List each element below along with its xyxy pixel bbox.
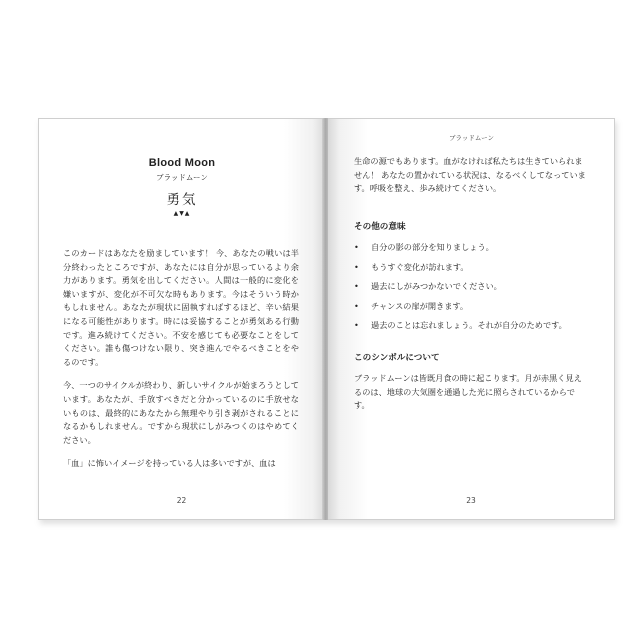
paragraph: このカードはあなたを励ましています！ 今、あなたの戦いは半分終わったところですが、あなたには自分が思っているより余力があります。勇気を出してください。人間は一般的に変化を嫌いますが、変化が不可欠な時もあります。今はそういう時かもしれません。あなたが現状に固執すればするほど、辛い結果になる可能性があります。時には妥協することが勇気ある行動です。進み続けてください。不安を感じても必要なことをしてください。誰も傷つけない限り、突き進んでやるべきことをやるのです。	[63, 248, 299, 367]
left-body-text	[63, 247, 299, 481]
triangle-glyphs-icon: ▲▼▲	[173, 210, 191, 217]
symbol-text	[354, 372, 590, 413]
list-item: • 自分の影の部分を知りましょう。	[354, 241, 590, 261]
title-block	[39, 157, 325, 217]
paragraph: 「血」に怖いイメージを持っている人は多いですが、血は	[63, 458, 276, 469]
paragraph: 今、一つのサイクルが終わり、新しいサイクルが始まろうとしています。あなたが、手放すべきだと分かっているのに手放せないものは、最終的にあなたから無理やり引き剥がされることになるかもしれません。ですから現状にしがみつくのはやめてください。	[63, 380, 299, 445]
card-keyword: 勇気	[166, 192, 198, 208]
paragraph: ブラッドムーンは皆既月食の時に起こります。月が赤黒く見えるのは、地球の大気圏を通過した光に照らされているからです。	[354, 373, 582, 411]
continuation-text	[354, 155, 590, 196]
paragraph: 生命の源でもあります。血がなければ私たちは生きていられません！ あなたの置かれている状況は、なるべくしてなっています。呼吸を整え、歩み続けてください。	[354, 156, 586, 194]
bullet-icon: •	[354, 261, 359, 272]
bullet-icon: •	[354, 300, 359, 311]
bullet-icon: •	[354, 281, 359, 291]
left-page	[38, 118, 324, 520]
other-meanings-list	[354, 241, 590, 339]
page-number-right: 23	[466, 496, 476, 505]
list-item: • 過去のことは忘れましょう。それが自分のためです。	[354, 319, 590, 339]
other-meanings-heading: その他の意味	[354, 222, 406, 232]
card-title-kana: ブラッドムーン	[156, 173, 208, 182]
running-head: ブラッドムーン	[449, 134, 494, 142]
card-title-english: Blood Moon	[148, 157, 216, 169]
list-item: • チャンスの扉が開きます。	[354, 300, 590, 320]
bullet-icon: •	[354, 242, 359, 252]
list-item: • もうすぐ変化が訪れます。	[354, 261, 590, 281]
open-book	[38, 118, 615, 520]
symbol-heading: このシンボルについて	[354, 353, 440, 363]
page-number-left: 22	[176, 496, 187, 505]
list-item: • 過去にしがみつかないでください。	[354, 280, 590, 300]
right-page	[328, 118, 615, 520]
bullet-icon: •	[354, 320, 359, 330]
